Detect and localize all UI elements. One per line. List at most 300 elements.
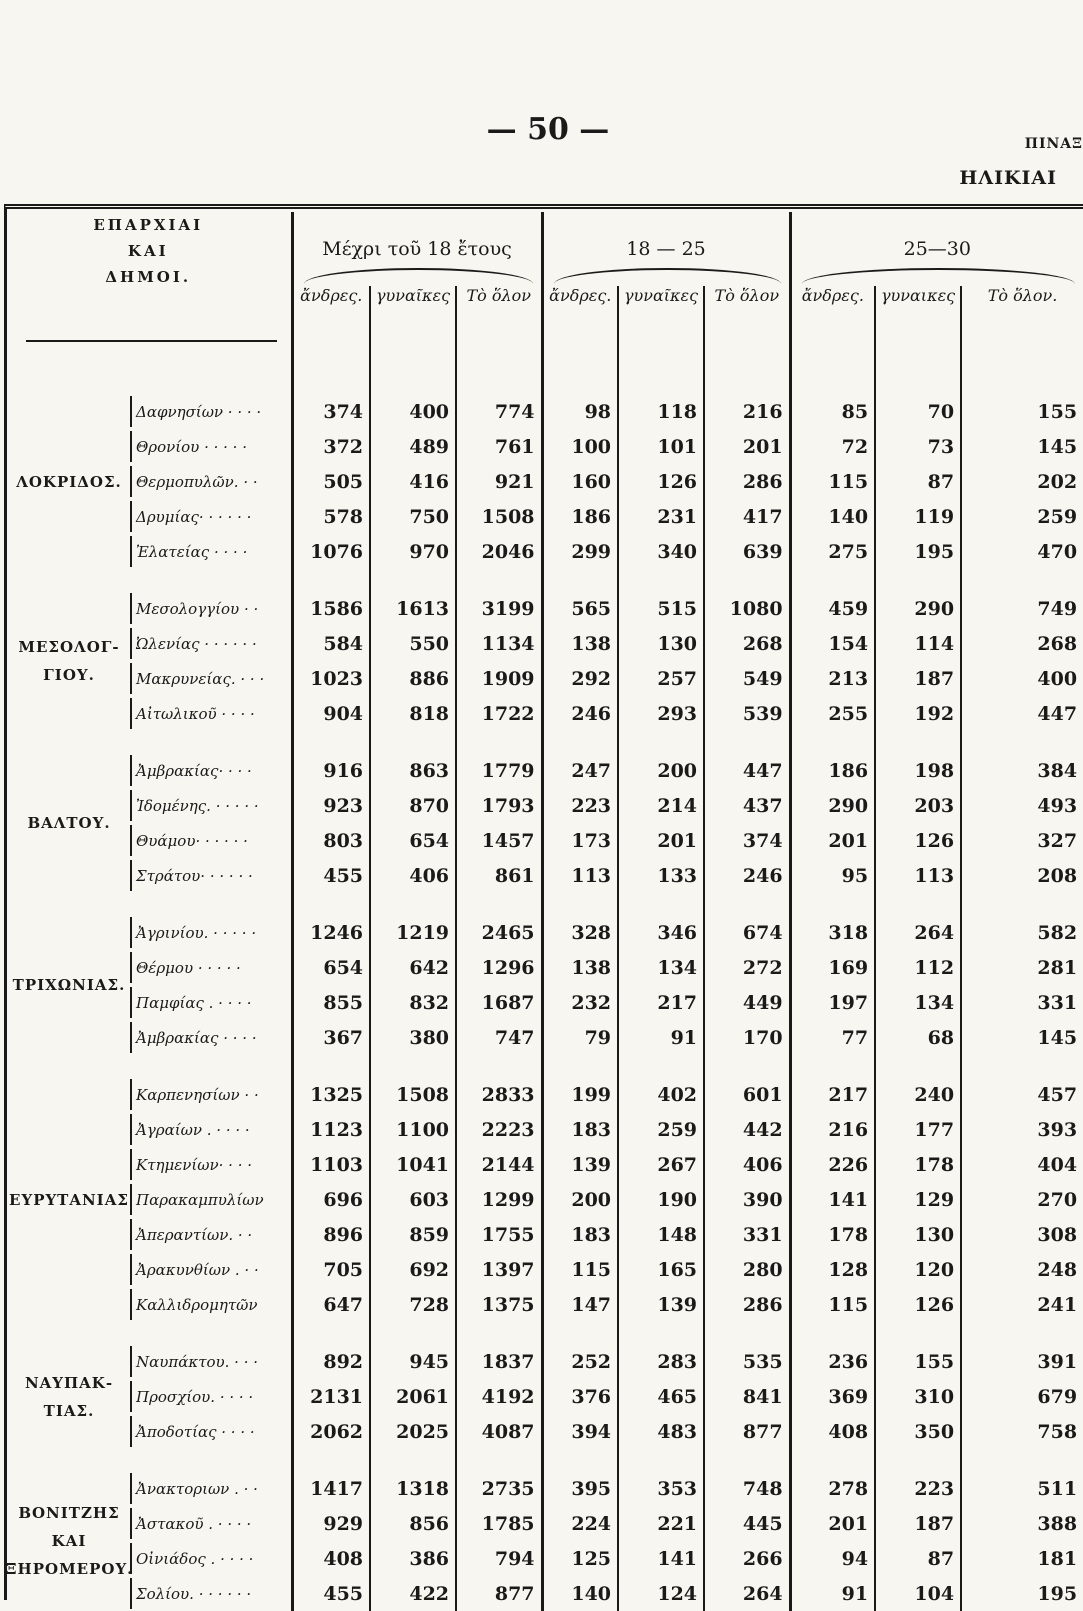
brace-line: [130, 860, 132, 891]
table-row: [6, 1541, 1083, 1576]
cell-value: 192: [875, 696, 961, 731]
cell-value: 286: [704, 464, 790, 499]
province-name: ΕΥΡΥΤΑΝΙΑΣ: [9, 1190, 129, 1209]
cell-value: 642: [370, 950, 456, 985]
cell-value: 275: [790, 534, 875, 569]
cell-value: 696: [292, 1182, 370, 1217]
cell-value: 183: [542, 1112, 618, 1147]
brace-line: [130, 1219, 132, 1250]
table-label: ΠΙΝΑΞ: [1024, 136, 1083, 152]
cell-value: 216: [790, 1112, 875, 1147]
cell-value: 280: [704, 1252, 790, 1287]
cell-value: 1041: [370, 1147, 456, 1182]
cell-value: 692: [370, 1252, 456, 1287]
cell-value: 328: [542, 915, 618, 950]
cell-value: 199: [542, 1077, 618, 1112]
cell-value: 818: [370, 696, 456, 731]
municipality-name: [132, 1379, 292, 1414]
cell-value: 165: [618, 1252, 704, 1287]
cell-value: 114: [875, 626, 961, 661]
cell-value: 241: [961, 1287, 1083, 1322]
cell-value: 267: [618, 1147, 704, 1182]
cell-value: 750: [370, 499, 456, 534]
brace-line: [130, 1289, 132, 1320]
municipality-label: Θέρμου · · · · ·: [136, 958, 241, 977]
table-row: [6, 950, 1083, 985]
cell-value: 1586: [292, 591, 370, 626]
cell-value: 2062: [292, 1414, 370, 1449]
municipality-label: Ἀμβρακίας· · · ·: [136, 761, 252, 780]
cell-value: 290: [790, 788, 875, 823]
municipality-name: [132, 915, 292, 950]
cell-value: 286: [704, 1287, 790, 1322]
municipality-label: Ἀγραίων . · · · ·: [136, 1120, 250, 1139]
cell-value: 417: [704, 499, 790, 534]
brace-line: [130, 663, 132, 694]
cell-value: 886: [370, 661, 456, 696]
age-group-header: [790, 212, 1083, 286]
cell-value: 1793: [456, 788, 542, 823]
cell-value: 283: [618, 1344, 704, 1379]
cell-value: 1779: [456, 753, 542, 788]
cell-value: 145: [961, 1020, 1083, 1055]
column-header: [456, 286, 542, 372]
brace: [554, 268, 781, 284]
cell-value: 272: [704, 950, 790, 985]
cell-value: 437: [704, 788, 790, 823]
cell-value: 601: [704, 1077, 790, 1112]
municipality-label: Θρονίου · · · · ·: [136, 437, 247, 456]
municipality-name: [132, 950, 292, 985]
column-header-label: Τὸ ὅλον: [466, 286, 532, 305]
municipality-name: [132, 591, 292, 626]
cell-value: 293: [618, 696, 704, 731]
municipality-name: [132, 753, 292, 788]
table-row: [6, 915, 1083, 950]
table-row: [6, 394, 1083, 429]
cell-value: 201: [790, 823, 875, 858]
brace-line: [130, 952, 132, 983]
cell-value: 386: [370, 1541, 456, 1576]
cell-value: 141: [618, 1541, 704, 1576]
cell-value: 449: [704, 985, 790, 1020]
table-row: [6, 858, 1083, 893]
brace-line: [130, 431, 132, 462]
brace: [802, 268, 1076, 284]
cell-value: 186: [790, 753, 875, 788]
cell-value: 154: [790, 626, 875, 661]
municipality-label: Θυάμου· · · · · ·: [136, 831, 248, 850]
table-row: [6, 696, 1083, 731]
cell-value: 198: [875, 753, 961, 788]
table-row: [6, 1252, 1083, 1287]
page-number: — 50 —: [486, 112, 610, 147]
table-row: [6, 1147, 1083, 1182]
cell-value: 674: [704, 915, 790, 950]
header-rule: [26, 340, 277, 342]
column-header-label: ἄνδρες.: [801, 286, 864, 305]
cell-value: 2223: [456, 1112, 542, 1147]
cell-value: 221: [618, 1506, 704, 1541]
brace: [304, 268, 533, 284]
cell-value: 404: [961, 1147, 1083, 1182]
municipality-label: Δρυμίας· · · · · ·: [136, 507, 252, 526]
municipality-label: Παρακαμπυλίων: [136, 1190, 264, 1209]
cell-value: 1417: [292, 1471, 370, 1506]
municipality-label: Ναυπάκτου. · · ·: [136, 1352, 259, 1371]
cell-value: 870: [370, 788, 456, 823]
cell-value: 208: [961, 858, 1083, 893]
table-row: [6, 591, 1083, 626]
brace-line: [130, 1184, 132, 1215]
cell-value: 447: [961, 696, 1083, 731]
cell-value: 442: [704, 1112, 790, 1147]
municipality-label: Ἀμβρακίας · · · ·: [136, 1028, 257, 1047]
cell-value: 395: [542, 1471, 618, 1506]
cell-value: 252: [542, 1344, 618, 1379]
age-group-header: [542, 212, 790, 286]
cell-value: 374: [704, 823, 790, 858]
age-group-label: 18 — 25: [626, 238, 706, 260]
cell-value: 259: [961, 499, 1083, 534]
column-header: [542, 286, 618, 372]
column-header: [961, 286, 1083, 372]
brace-line: [130, 1114, 132, 1145]
cell-value: 877: [704, 1414, 790, 1449]
cell-value: 539: [704, 696, 790, 731]
table-row: [6, 1217, 1083, 1252]
cell-value: 747: [456, 1020, 542, 1055]
cell-value: 170: [704, 1020, 790, 1055]
cell-value: 1103: [292, 1147, 370, 1182]
province-name: ΜΕΣΟΛΟΓ- ΓΙΟΥ.: [18, 638, 120, 684]
cell-value: 584: [292, 626, 370, 661]
brace-line: [130, 1473, 132, 1504]
cell-value: 1375: [456, 1287, 542, 1322]
cell-value: 310: [875, 1379, 961, 1414]
municipality-name: [132, 1344, 292, 1379]
cell-value: 748: [704, 1471, 790, 1506]
cell-value: 68: [875, 1020, 961, 1055]
cell-value: 101: [618, 429, 704, 464]
municipality-name: [132, 1471, 292, 1506]
brace-line: [130, 1381, 132, 1412]
cell-value: 264: [704, 1576, 790, 1611]
cell-value: 1100: [370, 1112, 456, 1147]
cell-value: 2025: [370, 1414, 456, 1449]
cell-value: 855: [292, 985, 370, 1020]
cell-value: 394: [542, 1414, 618, 1449]
cell-value: 178: [790, 1217, 875, 1252]
municipality-label: Μεσολογγίου · ·: [136, 599, 259, 618]
cell-value: 511: [961, 1471, 1083, 1506]
municipality-label: Καρπενησίων · ·: [136, 1085, 259, 1104]
cell-value: 201: [618, 823, 704, 858]
cell-value: 1134: [456, 626, 542, 661]
cell-value: 945: [370, 1344, 456, 1379]
cell-value: 145: [961, 429, 1083, 464]
brace-line: [130, 1346, 132, 1377]
cell-value: 340: [618, 534, 704, 569]
cell-value: 376: [542, 1379, 618, 1414]
cell-value: 327: [961, 823, 1083, 858]
cell-value: 470: [961, 534, 1083, 569]
cell-value: 331: [961, 985, 1083, 1020]
column-header: [618, 286, 704, 372]
cell-value: 1837: [456, 1344, 542, 1379]
cell-value: 2061: [370, 1379, 456, 1414]
cell-value: 1123: [292, 1112, 370, 1147]
cell-value: 224: [542, 1506, 618, 1541]
column-header: [790, 286, 875, 372]
cell-value: 190: [618, 1182, 704, 1217]
table-row: [6, 1112, 1083, 1147]
brace-line: [130, 698, 132, 729]
cell-value: 72: [790, 429, 875, 464]
cell-value: 374: [292, 394, 370, 429]
brace-line: [130, 1543, 132, 1574]
cell-value: 247: [542, 753, 618, 788]
cell-value: 1722: [456, 696, 542, 731]
cell-value: 647: [292, 1287, 370, 1322]
cell-value: 299: [542, 534, 618, 569]
cell-value: 455: [292, 1576, 370, 1611]
municipality-name: [132, 1576, 292, 1611]
cell-value: 178: [875, 1147, 961, 1182]
cell-value: 268: [961, 626, 1083, 661]
age-group-header: [292, 212, 542, 286]
cell-value: 369: [790, 1379, 875, 1414]
municipality-label: Οἰνιάδος . · · · ·: [136, 1549, 254, 1568]
cell-value: 654: [292, 950, 370, 985]
cell-value: 216: [704, 394, 790, 429]
cell-value: 125: [542, 1541, 618, 1576]
cell-value: 794: [456, 1541, 542, 1576]
municipality-name: [132, 1541, 292, 1576]
cell-value: 290: [875, 591, 961, 626]
cell-value: 217: [618, 985, 704, 1020]
cell-value: 94: [790, 1541, 875, 1576]
cell-value: 916: [292, 753, 370, 788]
cell-value: 1755: [456, 1217, 542, 1252]
cell-value: 550: [370, 626, 456, 661]
cell-value: 217: [790, 1077, 875, 1112]
cell-value: 1246: [292, 915, 370, 950]
cell-value: 582: [961, 915, 1083, 950]
cell-value: 77: [790, 1020, 875, 1055]
brace-line: [130, 987, 132, 1018]
cell-value: 87: [875, 1541, 961, 1576]
column-header-label: Τὸ ὅλον: [714, 286, 780, 305]
cell-value: 489: [370, 429, 456, 464]
cell-value: 148: [618, 1217, 704, 1252]
cell-value: 406: [704, 1147, 790, 1182]
table-row: [6, 661, 1083, 696]
cell-value: 4192: [456, 1379, 542, 1414]
column-header-label: γυναῖκες: [623, 286, 699, 305]
cell-value: 264: [875, 915, 961, 950]
cell-value: 970: [370, 534, 456, 569]
cell-value: 2144: [456, 1147, 542, 1182]
cell-value: 1508: [456, 499, 542, 534]
cell-value: 187: [875, 1506, 961, 1541]
cell-value: 639: [704, 534, 790, 569]
table-row: [6, 788, 1083, 823]
municipality-label: Ἀποδοτίας · · · ·: [136, 1422, 255, 1441]
municipality-name: [132, 696, 292, 731]
table-row: [6, 429, 1083, 464]
municipality-name: [132, 788, 292, 823]
municipality-name: [132, 1217, 292, 1252]
cell-value: 100: [542, 429, 618, 464]
cell-value: 113: [875, 858, 961, 893]
table-row: [6, 1287, 1083, 1322]
cell-value: 318: [790, 915, 875, 950]
cell-value: 549: [704, 661, 790, 696]
cell-value: 774: [456, 394, 542, 429]
cell-value: 248: [961, 1252, 1083, 1287]
cell-value: 133: [618, 858, 704, 893]
cell-value: 331: [704, 1217, 790, 1252]
cell-value: 134: [875, 985, 961, 1020]
brace-line: [130, 1508, 132, 1539]
cell-value: 455: [292, 858, 370, 893]
cell-value: 268: [704, 626, 790, 661]
municipality-label: Δαφνησίων · · · ·: [136, 402, 262, 421]
table-title: ΗΛΙΚΙΑΙ: [959, 167, 1057, 189]
municipality-name: [132, 1020, 292, 1055]
brace-line: [130, 396, 132, 427]
cell-value: 1909: [456, 661, 542, 696]
table-row: [6, 1471, 1083, 1506]
municipality-label: Καλλιδρομητῶν: [136, 1295, 258, 1314]
cell-value: 758: [961, 1414, 1083, 1449]
brace-line: [130, 1149, 132, 1180]
cell-value: 896: [292, 1217, 370, 1252]
cell-value: 140: [790, 499, 875, 534]
municipality-name: [132, 429, 292, 464]
cell-value: 85: [790, 394, 875, 429]
municipality-label: Ἐλατείας · · · ·: [136, 542, 248, 561]
cell-value: 832: [370, 985, 456, 1020]
cell-value: 129: [875, 1182, 961, 1217]
cell-value: 181: [961, 1541, 1083, 1576]
cell-value: 70: [875, 394, 961, 429]
cell-value: 87: [875, 464, 961, 499]
cell-value: 119: [875, 499, 961, 534]
cell-value: 141: [790, 1182, 875, 1217]
municipality-name: [132, 985, 292, 1020]
cell-value: 257: [618, 661, 704, 696]
cell-value: 892: [292, 1344, 370, 1379]
cell-value: 186: [542, 499, 618, 534]
cell-value: 259: [618, 1112, 704, 1147]
cell-value: 1219: [370, 915, 456, 950]
cell-value: 246: [542, 696, 618, 731]
table-row: [6, 1414, 1083, 1449]
cell-value: 408: [292, 1541, 370, 1576]
municipality-name: [132, 661, 292, 696]
province-name: ΤΡΙΧΩΝΙΑΣ.: [12, 976, 126, 994]
municipality-label: Ἀπεραντίων. · ·: [136, 1225, 253, 1244]
spacer-row: [6, 1055, 1083, 1077]
cell-value: 1457: [456, 823, 542, 858]
cell-value: 877: [456, 1576, 542, 1611]
cell-value: 197: [790, 985, 875, 1020]
table-row: [6, 1077, 1083, 1112]
cell-value: 138: [542, 626, 618, 661]
municipality-label: Ἰδομένης. · · · · ·: [136, 796, 259, 815]
cell-value: 1785: [456, 1506, 542, 1541]
table-row: [6, 534, 1083, 569]
municipality-name: [132, 499, 292, 534]
spacer-row: [6, 1322, 1083, 1344]
brace-line: [130, 917, 132, 948]
age-table: [6, 212, 1083, 1611]
cell-value: 4087: [456, 1414, 542, 1449]
cell-value: 292: [542, 661, 618, 696]
cell-value: 1076: [292, 534, 370, 569]
brace-line: [130, 755, 132, 786]
cell-value: 240: [875, 1077, 961, 1112]
brace-line: [130, 1022, 132, 1053]
municipality-name: [132, 1112, 292, 1147]
cell-value: 231: [618, 499, 704, 534]
table-row: [6, 1020, 1083, 1055]
cell-value: 126: [875, 1287, 961, 1322]
cell-value: 124: [618, 1576, 704, 1611]
table-row: [6, 1182, 1083, 1217]
cell-value: 406: [370, 858, 456, 893]
municipality-name: [132, 823, 292, 858]
municipality-name: [132, 626, 292, 661]
cell-value: 350: [875, 1414, 961, 1449]
cell-value: 226: [790, 1147, 875, 1182]
cell-value: 270: [961, 1182, 1083, 1217]
cell-value: 173: [542, 823, 618, 858]
cell-value: 1613: [370, 591, 456, 626]
cell-value: 749: [961, 591, 1083, 626]
column-header: [292, 286, 370, 372]
cell-value: 2735: [456, 1471, 542, 1506]
cell-value: 416: [370, 464, 456, 499]
cell-value: 223: [875, 1471, 961, 1506]
brace-line: [130, 466, 132, 497]
municipality-name: [132, 858, 292, 893]
brace-line: [130, 593, 132, 624]
cell-value: 187: [875, 661, 961, 696]
spacer-row: [6, 893, 1083, 915]
cell-value: 422: [370, 1576, 456, 1611]
brace-line: [130, 790, 132, 821]
spacer-row: [6, 569, 1083, 591]
brace-line: [130, 1254, 132, 1285]
cell-value: 679: [961, 1379, 1083, 1414]
municipality-label: Προσχίου. · · · ·: [136, 1387, 254, 1406]
cell-value: 115: [790, 464, 875, 499]
cell-value: 104: [875, 1576, 961, 1611]
cell-value: 118: [618, 394, 704, 429]
cell-value: 155: [875, 1344, 961, 1379]
municipality-name: [132, 1182, 292, 1217]
municipality-label: Ἀστακοῦ . · · · ·: [136, 1514, 252, 1533]
cell-value: 1508: [370, 1077, 456, 1112]
cell-value: 160: [542, 464, 618, 499]
age-group-label: Μέχρι τοῦ 18 ἔτους: [322, 238, 512, 260]
municipality-label: Παμφίας . · · · ·: [136, 993, 252, 1012]
municipality-label: Κτημενίων· · · ·: [136, 1155, 253, 1174]
cell-value: 1325: [292, 1077, 370, 1112]
